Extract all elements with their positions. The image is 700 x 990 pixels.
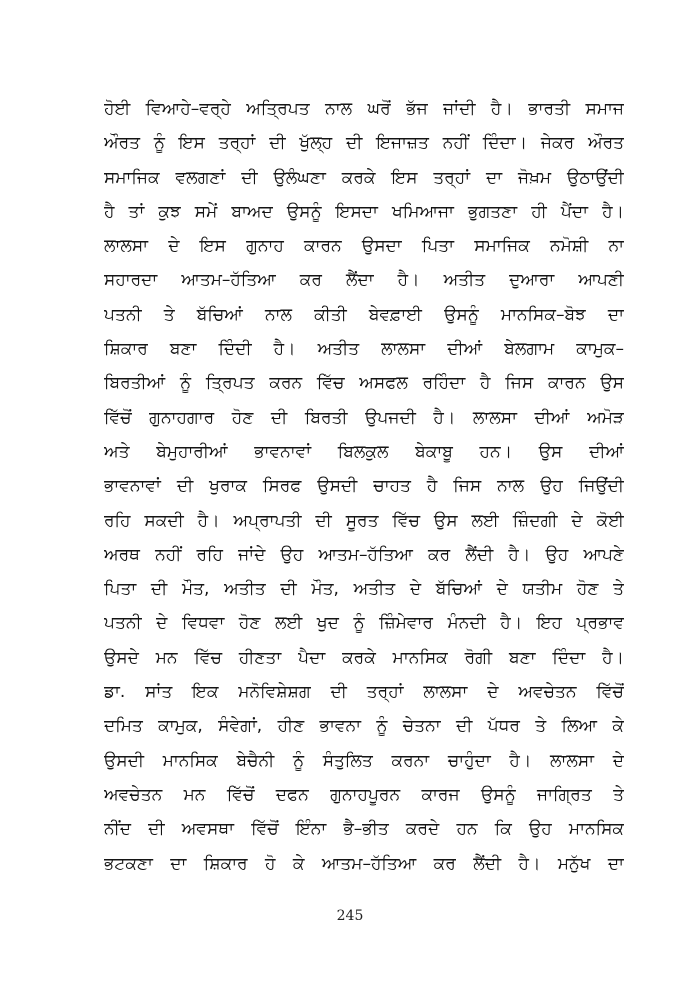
- text-line: ਉਸਦੇ ਮਨ ਵਿੱਚ ਹੀਣਤਾ ਪੈਦਾ ਕਰਕੇ ਮਾਨਸਿਕ ਰੋਗੀ ਬਣਾ ਦਿੰਦਾ ਹੈ।: [104, 647, 624, 668]
- text-line: ਉਸਦੀ ਮਾਨਸਿਕ ਬੇਚੈਨੀ ਨੂੰ ਸੰਤੁਲਿਤ ਕਰਨਾ ਚਾਹੁੰਦਾ ਹੈ। ਲਾਲਸਾ ਦੇ: [104, 750, 624, 771]
- text-line: ਅਤੇ ਬੇਮੁਹਾਰੀਆਂ ਭਾਵਨਾਵਾਂ ਬਿਲਕੁਲ ਬੇਕਾਬੂ ਹਨ। ਉਸ ਦੀਆਂ: [104, 441, 624, 462]
- text-line: ਸਮਾਜਿਕ ਵਲਗਣਾਂ ਦੀ ਉਲੰਘਣਾ ਕਰਕੇ ਇਸ ਤਰ੍ਹਾਂ ਦਾ ਜੋਖ਼ਮ ਉਠਾਉਂਦੀ: [104, 167, 624, 188]
- text-line: ਭਾਵਨਾਵਾਂ ਦੀ ਖੁਰਾਕ ਸਿਰਫ ਉਸਦੀ ਚਾਹਤ ਹੈ ਜਿਸ ਨਾਲ ਉਹ ਜਿਉਂਦੀ: [104, 476, 624, 497]
- text-line: ਸ਼ਿਕਾਰ ਬਣਾ ਦਿੰਦੀ ਹੈ। ਅਤੀਤ ਲਾਲਸਾ ਦੀਆਂ ਬੇਲਗਾਮ ਕਾਮੁਕ–: [104, 339, 624, 360]
- text-line: ਰਹਿ ਸਕਦੀ ਹੈ। ਅਪ੍ਰਾਪਤੀ ਦੀ ਸੂਰਤ ਵਿੱਚ ਉਸ ਲਈ ਜ਼ਿੰਦਗੀ ਦੇ ਕੋਈ: [104, 510, 624, 531]
- text-line: ਹੈ ਤਾਂ ਕੁਝ ਸਮੇਂ ਬਾਅਦ ਉਸਨੂੰ ਇਸਦਾ ਖਮਿਆਜਾ ਭੁਗਤਣਾ ਹੀ ਪੈਂਦਾ ਹੈ।: [104, 201, 624, 222]
- text-line: ਬਿਰਤੀਆਂ ਨੂੰ ਤ੍ਰਿਪਤ ਕਰਨ ਵਿੱਚ ਅਸਫਲ ਰਹਿੰਦਾ ਹੈ ਜਿਸ ਕਾਰਨ ਉਸ: [104, 373, 624, 394]
- text-line: ਔਰਤ ਨੂੰ ਇਸ ਤਰ੍ਹਾਂ ਦੀ ਖੁੱਲ੍ਹ ਦੀ ਇਜਾਜ਼ਤ ਨਹੀਂ ਦਿੰਦਾ। ਜੇਕਰ ਔਰਤ: [104, 133, 624, 154]
- text-line: ਹੋਈ ਵਿਆਹੇ–ਵਰ੍ਹੇ ਅਤ੍ਰਿਪਤ ਨਾਲ ਘਰੋਂ ਭੱਜ ਜਾਂਦੀ ਹੈ। ਭਾਰਤੀ ਸਮਾਜ: [104, 99, 624, 119]
- body-text: [104, 92, 624, 881]
- text-line: ਪਤਨੀ ਤੇ ਬੱਚਿਆਂ ਨਾਲ ਕੀਤੀ ਬੇਵਫ਼ਾਈ ਉਸਨੂੰ ਮਾਨਸਿਕ–ਬੋਝ ਦਾ: [104, 304, 624, 325]
- text-line: ਸਹਾਰਦਾ ਆਤਮ–ਹੱਤਿਆ ਕਰ ਲੈਂਦਾ ਹੈ। ਅਤੀਤ ਦੁਆਰਾ ਆਪਣੀ: [104, 270, 624, 291]
- text-line: ਪਤਨੀ ਦੇ ਵਿਧਵਾ ਹੋਣ ਲਈ ਖੁਦ ਨੂੰ ਜ਼ਿੰਮੇਵਾਰ ਮੰਨਦੀ ਹੈ। ਇਹ ਪ੍ਰਭਾਵ: [104, 613, 624, 634]
- text-line: ਭਟਕਣਾ ਦਾ ਸ਼ਿਕਾਰ ਹੋ ਕੇ ਆਤਮ–ਹੱਤਿਆ ਕਰ ਲੈਂਦੀ ਹੈ। ਮਨੁੱਖ ਦਾ: [104, 853, 624, 874]
- page-number: 245: [336, 908, 364, 924]
- text-line: ਅਰਥ ਨਹੀਂ ਰਹਿ ਜਾਂਦੇ ਉਹ ਆਤਮ–ਹੱਤਿਆ ਕਰ ਲੈਂਦੀ ਹੈ। ਉਹ ਆਪਣੇ: [104, 544, 624, 565]
- text-line: ਦਮਿਤ ਕਾਮੁਕ, ਸੰਵੇਗਾਂ, ਹੀਣ ਭਾਵਨਾ ਨੂੰ ਚੇਤਨਾ ਦੀ ਪੱਧਰ ਤੇ ਲਿਆ ਕੇ: [104, 716, 624, 737]
- text-line: ਡਾ. ਸਾਂਤ ਇਕ ਮਨੋਵਿਸ਼ੇਸ਼ਗ ਦੀ ਤਰ੍ਹਾਂ ਲਾਲਸਾ ਦੇ ਅਵਚੇਤਨ ਵਿੱਚੋਂ: [104, 682, 624, 703]
- text-line: ਨੀਂਦ ਦੀ ਅਵਸਥਾ ਵਿੱਚੋਂ ਇੰਨਾ ਭੈ–ਭੀਤ ਕਰਦੇ ਹਨ ਕਿ ਉਹ ਮਾਨਸਿਕ: [104, 819, 624, 840]
- text-line: ਪਿਤਾ ਦੀ ਮੌਤ, ਅਤੀਤ ਦੀ ਮੌਤ, ਅਤੀਤ ਦੇ ਬੱਚਿਆਂ ਦੇ ਯਤੀਮ ਹੋਣ ਤੇ: [104, 579, 624, 600]
- text-line: ਵਿੱਚੋਂ ਗੁਨਾਹਗਾਰ ਹੋਣ ਦੀ ਬਿਰਤੀ ਉਪਜਦੀ ਹੈ। ਲਾਲਸਾ ਦੀਆਂ ਅਮੋੜ: [104, 407, 624, 428]
- text-line: ਲਾਲਸਾ ਦੇ ਇਸ ਗੁਨਾਹ ਕਾਰਨ ਉਸਦਾ ਪਿਤਾ ਸਮਾਜਿਕ ਨਮੋਸ਼ੀ ਨਾ: [104, 236, 624, 257]
- text-line: ਅਵਚੇਤਨ ਮਨ ਵਿੱਚੋਂ ਦਫਨ ਗੁਨਾਹਪੂਰਨ ਕਾਰਜ ਉਸਨੂੰ ਜਾਗ੍ਰਿਤ ਤੇ: [104, 784, 624, 805]
